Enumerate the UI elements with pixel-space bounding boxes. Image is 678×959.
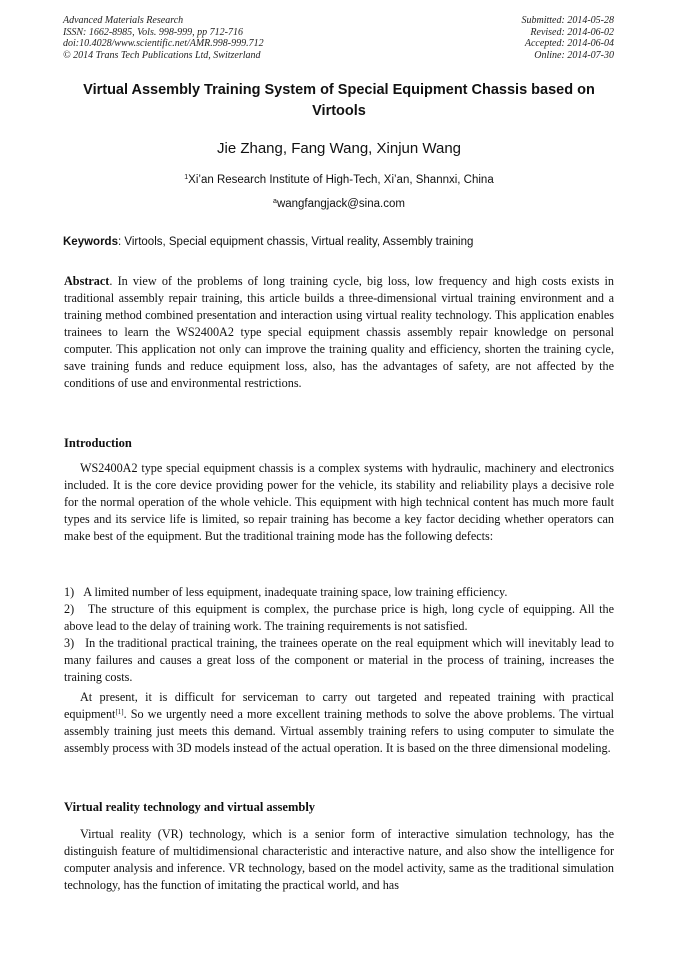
introduction-heading: Introduction	[64, 436, 132, 450]
email	[0, 198, 678, 210]
list-item: 2) The structure of this equipment is complex, the purchase price is high, long cycle of equipping. All the above lead to the delay of training work. The training requirements is not satisfied.	[64, 602, 614, 633]
date-submitted: Submitted: 2014-05-28	[521, 15, 614, 26]
keywords	[63, 236, 615, 248]
keywords-label: Keywords	[63, 236, 118, 248]
list-item: 1) A limited number of less equipment, inadequate training space, low training efficiency.	[64, 585, 508, 599]
present-paragraph	[64, 689, 614, 757]
abstract	[64, 273, 614, 392]
email-address[interactable]: wangfangjack@sina.com	[276, 198, 405, 210]
abstract-text: . In view of the problems of long training cycle, big loss, low frequency and high costs exists in traditional assembly repair training, this article builds a three-dimensional virtual training environment and a training method combined presentation and interaction using virtual reality technology. This application enables trainees to learn the WS2400A2 type special equipment chassis assembly repair knowledge on personal computer. This application not only can improve the training quality and efficiency, shorten the training cycle, save training funds and reduce equipment loss, also, has the advantages of safety, are not affected by the conditions of use and environmental restrictions.	[64, 274, 614, 390]
affiliation	[0, 174, 678, 186]
keywords-text: : Virtools, Special equipment chassis, Virtual reality, Assembly training	[117, 236, 474, 248]
date-accepted: Accepted: 2014-06-04	[524, 38, 614, 49]
abstract-label: Abstract	[64, 274, 110, 288]
paper-title: Virtual Assembly Training System of Special Equipment Chassis based on Virtools	[83, 82, 595, 119]
introduction-paragraph: WS2400A2 type special equipment chassis is a complex systems with hydraulic, machinery and electronics included. It is the core device providing power for the vehicle, its stability and reliability plays a decisive role for the normal operation of the whole vehicle. This equipment with high technical content has much more fault types and its service life is limited, so repair training has become a key factor deciding whether operators can make best of the equipment. But the traditional training mode has the following defects:	[64, 461, 614, 543]
journal-doi[interactable]: doi:10.4028/www.scientific.net/AMR.998-999.712	[63, 38, 264, 49]
journal-copyright: © 2014 Trans Tech Publications Ltd, Switzerland	[63, 49, 261, 61]
date-revised: Revised: 2014-06-02	[530, 26, 614, 38]
affiliation-text: Xi’an Research Institute of High-Tech, Xi’an, Shannxi, China	[188, 174, 494, 186]
email-marker: a	[273, 198, 277, 205]
journal-name: Advanced Materials Research	[63, 15, 184, 26]
present-text-after: . So we urgently need a more excellent training methods to solve the above problems. The virtual assembly training just meets this demand. Virtual assembly training refers to using computer to simulate the assembly process with 3D models instead of the actual operation. It is based on the three dimensional modeling.	[64, 707, 614, 755]
defects-list	[64, 584, 614, 686]
vr-section-heading: Virtual reality technology and virtual assembly	[64, 800, 316, 814]
list-item: 3) In the traditional practical training, the trainees operate on the real equipment which will inevitably lead to many failures and causes a great loss of the component or material in the process of training, increases the training costs.	[64, 636, 614, 684]
citation-ref[interactable]: [1]	[115, 708, 124, 716]
journal-info	[63, 15, 264, 61]
affiliation-marker: 1	[184, 174, 189, 181]
date-online: Online: 2014-07-30	[534, 49, 614, 61]
submission-dates	[522, 15, 615, 61]
journal-issn: ISSN: 1662-8985, Vols. 998-999, pp 712-716	[63, 26, 243, 38]
present-text-before: At present, it is difficult for serviceman to carry out targeted and repeated training with practical equipment	[64, 690, 614, 721]
vr-section-paragraph: Virtual reality (VR) technology, which is a senior form of interactive simulation technology, has the distinguish feature of multidimensional characteristic and interactive nature, and also show the intelligence for computer analysis and inference. VR technology, based on the model activity, same as the traditional simulation technology, has the function of imitating the practical world, and has	[64, 827, 614, 892]
paper-authors: Jie Zhang, Fang Wang, Xinjun Wang	[216, 140, 462, 157]
